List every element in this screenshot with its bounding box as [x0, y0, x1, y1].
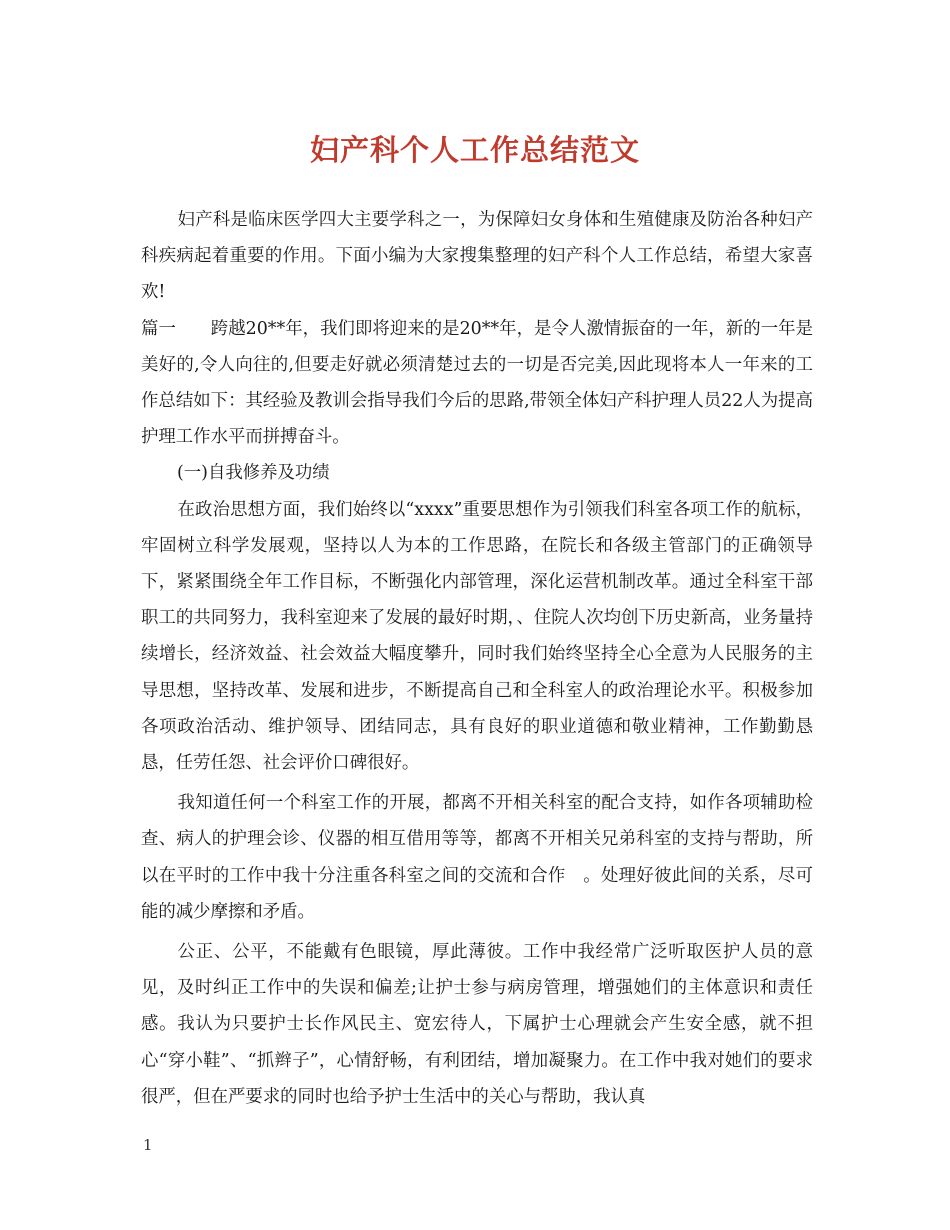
intro-paragraph: 妇产科是临床医学四大主要学科之一，为保障妇女身体和生殖健康及防治各种妇产科疾病起着重要的作用。下面小编为大家搜集整理的妇产科个人工作总结，希望大家喜欢!: [141, 210, 813, 303]
section-heading: (一)自我修养及功绩: [177, 463, 330, 484]
page-number: 1: [143, 1136, 153, 1154]
fairness-paragraph: 公正、公平，不能戴有色眼镜，厚此薄彼。工作中我经常广泛听取医护人员的意见，及时纠正工作中的失误和偏差;让护士参与病房管理，增强她们的主体意识和责任感。我认为只要护士长作风民主、宽宏待人，下属护士心理就会产生安全感，就不担心“穿小鞋”、“抓辫子”，心情舒畅，有利团结，增加凝聚力。在工作中我对她们的要求很严，但在严要求的同时也给予护士生活中的关心与帮助，我认真: [141, 942, 813, 1107]
politics-paragraph: 在政治思想方面，我们始终以“xxxx”重要思想作为引领我们科室各项工作的航标，牢固树立科学发展观，坚持以人为本的工作思路，在院长和各级主管部门的正确领导下，紧紧围绕全年工作目标，不断强化内部管理，深化运营机制改革。通过全科室干部职工的共同努力，我科室迎来了发展的最好时期，、住院人次均创下历史新高，业务量持续增长，经济效益、社会效益大幅度攀升，同时我们始终坚持全心全意为人民服务的主导思想，坚持改革、发展和进步，不断提高自己和全科室人的政治理论水平。积极参加各项政治活动、维护领导、团结同志，具有良好的职业道德和敬业精神，工作勤勤恳恳，任劳任怨、社会评价口碑很好。: [141, 499, 813, 774]
document-title: 妇产科个人工作总结范文: [309, 133, 640, 167]
cooperation-paragraph: 我知道任何一个科室工作的开展，都离不开相关科室的配合支持，如作各项辅助检查、病人的护理会诊、仪器的相互借用等等，都离不开相关兄弟科室的支持与帮助，所以在平时的工作中我十分注重各科室之间的交流和合作 。处理好彼此间的关系，尽可能的减少摩擦和矛盾。: [141, 793, 813, 922]
document-body: [141, 202, 813, 1115]
part-one-paragraph: 篇一 跨越20**年，我们即将迎来的是20**年，是令人激情振奋的一年，新的一年是美好的,令人向往的,但要走好就必须清楚过去的一切是否完美,因此现将本人一年来的工作总结如下：其经验及教训会指导我们今后的思路,带领全体妇产科护理人员22人为提高护理工作水平而拼搏奋斗。: [141, 318, 813, 448]
